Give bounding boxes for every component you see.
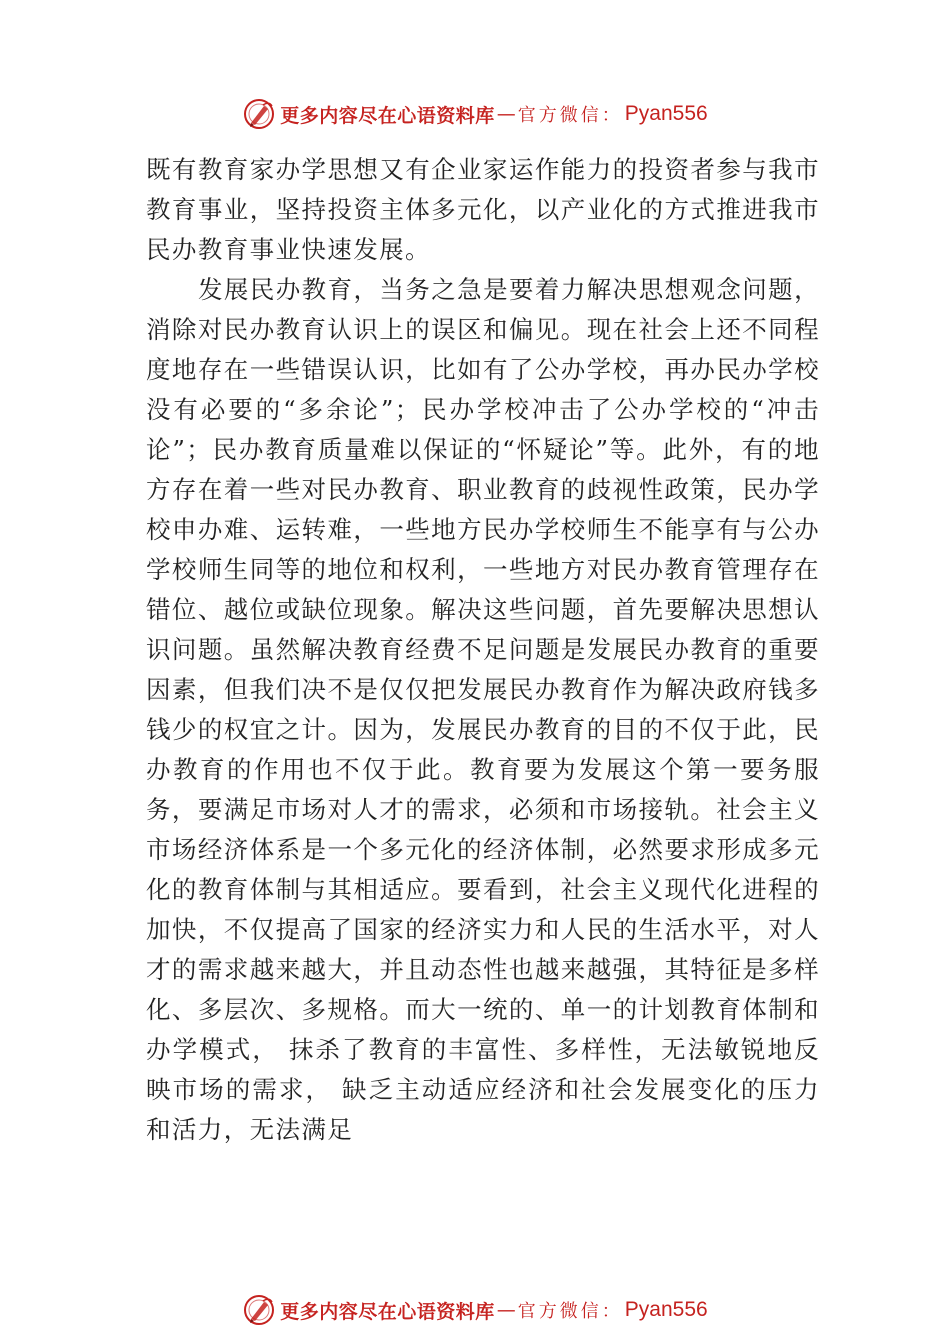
paragraph-2: 发展民办教育，当务之急是要着力解决思想观念问题，消除对民办教育认识上的误区和偏见。现在社会上还不同程度地存在一些错误认识，比如有了公办学校，再办民办学校没有必要的“多余论”；民办学校冲击了公办学校的“冲击论”；民办教育质量难以保证的“怀疑论”等。此外，有的地方存在着一些对民办教育、职业教育的歧视性政策，民办学校申办难、运转难，一些地方民办学校师生不能享有与公办学校师生同等的地位和权利，一些地方对民办教育管理存在错位、越位或缺位现象。解决这些问题，首先要解决思想认识问题。虽然解决教育经费不足问题是发展民办教育的重要因素，但我们决不是仅仅把发展民办教育作为解决政府钱多钱少的权宜之计。因为，发展民办教育的目的不仅于此，民办教育的作用也不仅于此。教育要为发展这个第一要务服务，要满足市场对人才的需求，必须和市场接轨。社会主义市场经济体系是一个多元化的经济体制，必然要求形成多元化的教育体制与其相适应。要看到，社会主义现代化进程的加快，不仅提高了国家的经济实力和人民的生活水平，对人才的需求越来越大，并且动态性也越来越强，其特征是多样化、多层次、多规格。而大一统的、单一的计划教育体制和办学模式， 抹杀了教育的丰富性、多样性，无法敏锐地反映市场的需求， 缺乏主动适应经济和社会发展变化的压力和活力，无法满足 — [146, 275, 820, 1144]
banner-separator: — — [496, 103, 516, 125]
header-banner — [0, 94, 950, 134]
banner-text: 更多内容尽在心语资料库 — [280, 1300, 495, 1323]
banner-wechat-id: Pyan556 — [624, 1298, 708, 1321]
document-body — [146, 150, 820, 1150]
footer-banner — [0, 1290, 950, 1330]
paragraph-1: 既有教育家办学思想又有企业家运作能力的投资者参与我市教育事业，坚持投资主体多元化，以产业化的方式推进我市民办教育事业快速发展。 — [146, 155, 820, 264]
banner-wechat-label: 官方微信： — [517, 105, 623, 126]
pen-seal-logo-icon — [242, 97, 276, 131]
banner-wechat-label: 官方微信： — [517, 1301, 623, 1322]
banner-wechat-id: Pyan556 — [624, 102, 708, 125]
banner-text: 更多内容尽在心语资料库 — [280, 104, 495, 127]
pen-seal-logo-icon — [242, 1293, 276, 1327]
banner-separator: — — [496, 1299, 516, 1321]
